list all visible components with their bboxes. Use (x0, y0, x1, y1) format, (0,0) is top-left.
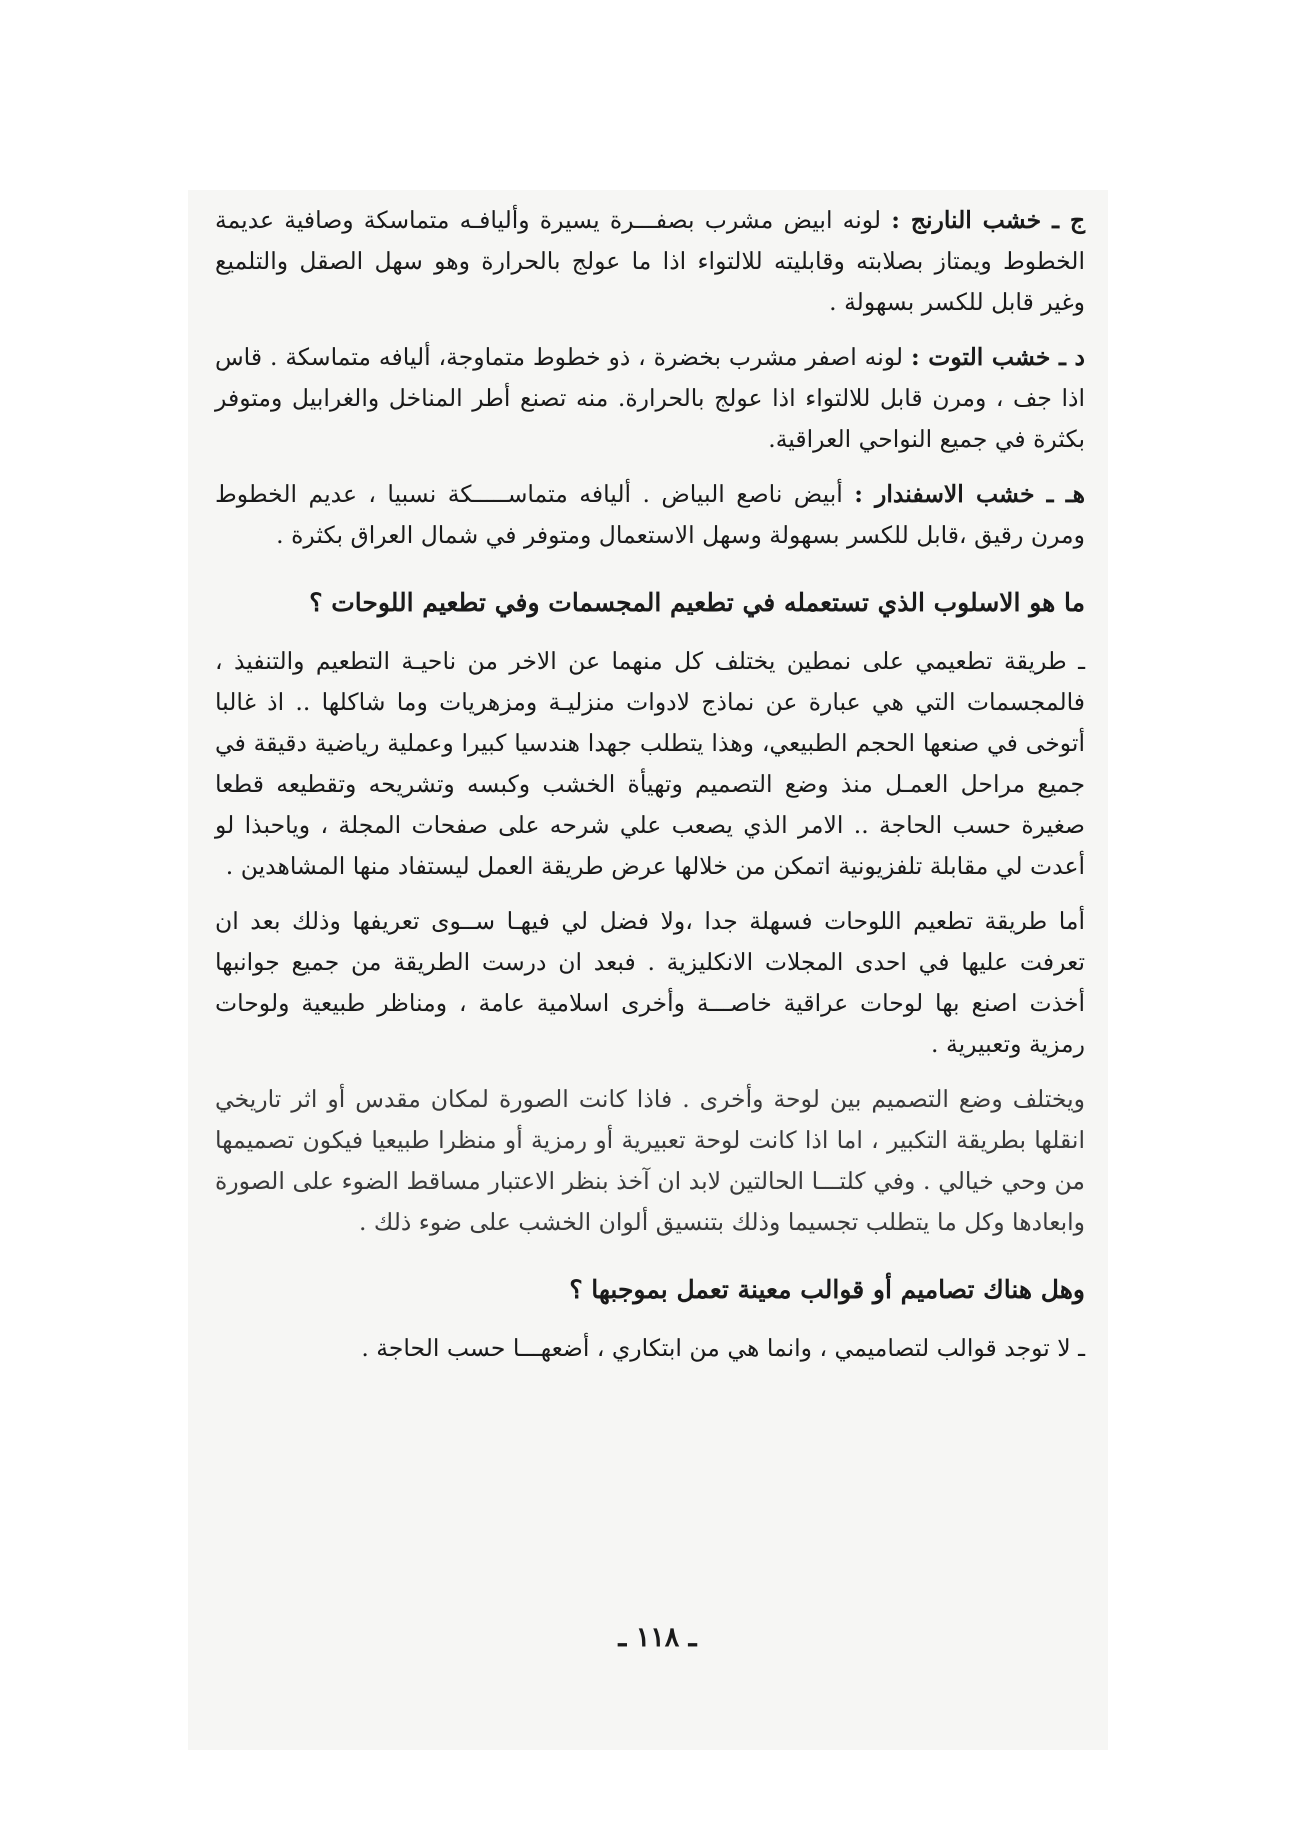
answer-paragraph-2: أما طريقة تطعيم اللوحات فسهلة جدا ،ولا فضل لي فيهـا ســوى تعريفها وذلك بعد ان تعرفت عليها في احدى المجلات الانكليزية . فبعد ان درست الطريقة من جميع جوانبها أخذت اصنع بها لوحات عراقية خاصـــة وأخرى اسلامية عامة ، ومناظر طبيعية ولوحات رمزية وتعبيرية . (215, 907, 1085, 1058)
answer-paragraph-3: ويختلف وضع التصميم بين لوحة وأخرى . فاذا كانت الصورة لمكان مقدس أو اثر تاريخي انقلها بطريقة التكبير ، اما اذا كانت لوحة تعبيرية أو رمزية أو منظرا طبيعيا فيكون تصميمها من وحي خيالي . وفي كلتـــا الحالتين لابد ان آخذ بنظر الاعتبار مساقط الضوء على الصورة وابعادها وكل ما يتطلب تجسيما وذلك بتنسيق ألوان الخشب على ضوء ذلك . (215, 1085, 1085, 1236)
paragraph-orange-wood (215, 200, 1085, 323)
label-poplar-wood: هـ ـ خشب الاسفندار : (854, 480, 1085, 508)
article-body (215, 200, 1085, 1383)
text-mulberry-wood: لونه اصفر مشرب بخضرة ، ذو خطوط متماوجة، أليافه متماسكة . قاس اذا جف ، ومرن قابل للالتواء اذا عولج بالحرارة. منه تصنع أطر المناخل والغرابيل ومتوفر بكثرة في جميع النواحي العراقية. (215, 343, 1085, 453)
label-mulberry-wood: د ـ خشب التوت : (910, 343, 1085, 371)
paragraph-poplar-wood (215, 474, 1085, 556)
text-orange-wood: لونه ابيض مشرب بصفـــرة يسيرة وأليافـه متماسكة وصافية عديمة الخطوط ويمتاز بصلابته وقابليته للالتواء اذا ما عولج بالحرارة وهو سهل الصقل والتلميع وغير قابل للكسر بسهولة . (215, 206, 1085, 316)
answer-paragraph-1: ـ طريقة تطعيمي على نمطين يختلف كل منهما عن الاخر من ناحيـة التطعيم والتنفيذ ، فالمجسمات التي هي عبارة عن نماذج لادوات منزليـة ومزهريات وما شاكلها .. اذ غالبا أتوخى في صنعها الحجم الطبيعي، وهذا يتطلب جهدا هندسيا كبيرا وعملية رياضية دقيقة في جميع مراحل العمـل منذ وضع التصميم وتهيأة الخشب وكبسه وتشريحه وتقطيعه قطعا صغيرة حسب الحاجة .. الامر الذي يصعب علي شرحه على صفحات المجلة ، وياحبذا لو أعدت لي مقابلة تلفزيونية اتمكن من خلالها عرض طريقة العمل ليستفاد منها المشاهدين . (215, 647, 1085, 880)
answer-templates: ـ لا توجد قوالب لتصاميمي ، وانما هي من ابتكاري ، أضعهـــا حسب الحاجة . (361, 1334, 1085, 1362)
question-inlay-method: ما هو الاسلوب الذي تستعمله في تطعيم المجسمات وفي تطعيم اللوحات ؟ (309, 588, 1085, 617)
label-orange-wood: ج ـ خشب النارنج : (891, 206, 1085, 234)
question-templates: وهل هناك تصاميم أو قوالب معينة تعمل بموجبها ؟ (569, 1275, 1085, 1304)
page-number: ـ ١١٨ ـ (618, 1622, 697, 1653)
text-poplar-wood: أبيض ناصع البياض . أليافه متماســـــكة نسبيا ، عديم الخطوط ومرن رقيق ،قابل للكسر بسهولة وسهل الاستعمال ومتوفر في شمال العراق بكثرة . (215, 480, 1085, 549)
paragraph-mulberry-wood (215, 337, 1085, 460)
